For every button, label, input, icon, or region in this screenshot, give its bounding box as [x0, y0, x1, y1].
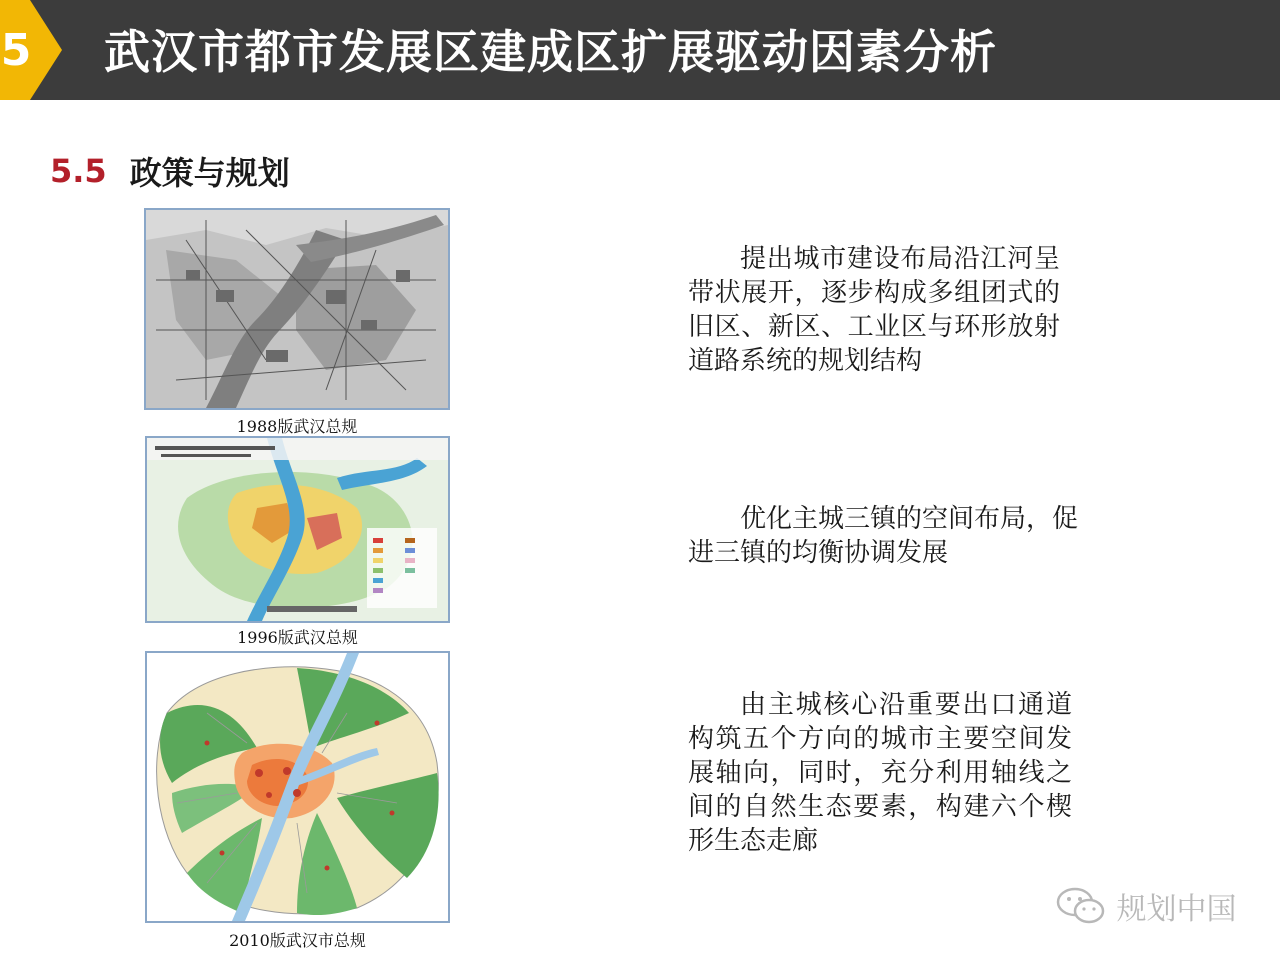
- wechat-icon: [1055, 887, 1107, 925]
- description-1996: 优化主城三镇的空间布局，促进三镇的均衡协调发展: [688, 504, 1079, 568]
- map-1996-graphic: [147, 438, 448, 621]
- watermark-label: 规划中国: [1116, 892, 1237, 927]
- map-1988-caption: 1988版武汉总规: [236, 417, 358, 436]
- slide-title: 武汉市都市发展区建成区扩展驱动因素分析: [104, 25, 997, 79]
- section-heading: [50, 148, 290, 192]
- section-number: 5.5: [50, 152, 107, 190]
- header-bar: [0, 0, 1280, 100]
- map-1996-caption: 1996版武汉总规: [237, 628, 358, 647]
- section-title: 政策与规划: [129, 154, 290, 192]
- map-2010-graphic: [147, 653, 448, 921]
- map-1988-image: [144, 208, 450, 410]
- description-1988: 提出城市建设布局沿江河呈带状展开，逐步构成多组团式的旧区、新区、工业区与环形放射道路系统的规划结构: [688, 244, 1060, 376]
- header-section-number: 5: [0, 25, 32, 76]
- map-1996-image: [145, 436, 450, 623]
- map-2010-image: [145, 651, 450, 923]
- watermark: [1055, 884, 1237, 927]
- map-1988-graphic: [146, 210, 448, 408]
- map-2010-caption: 2010版武汉市总规: [229, 931, 366, 950]
- description-2010: 由主城核心沿重要出口通道构筑五个方向的城市主要空间发展轴向，同时，充分利用轴线之间的自然生态要素，构建六个楔形生态走廊: [688, 690, 1072, 856]
